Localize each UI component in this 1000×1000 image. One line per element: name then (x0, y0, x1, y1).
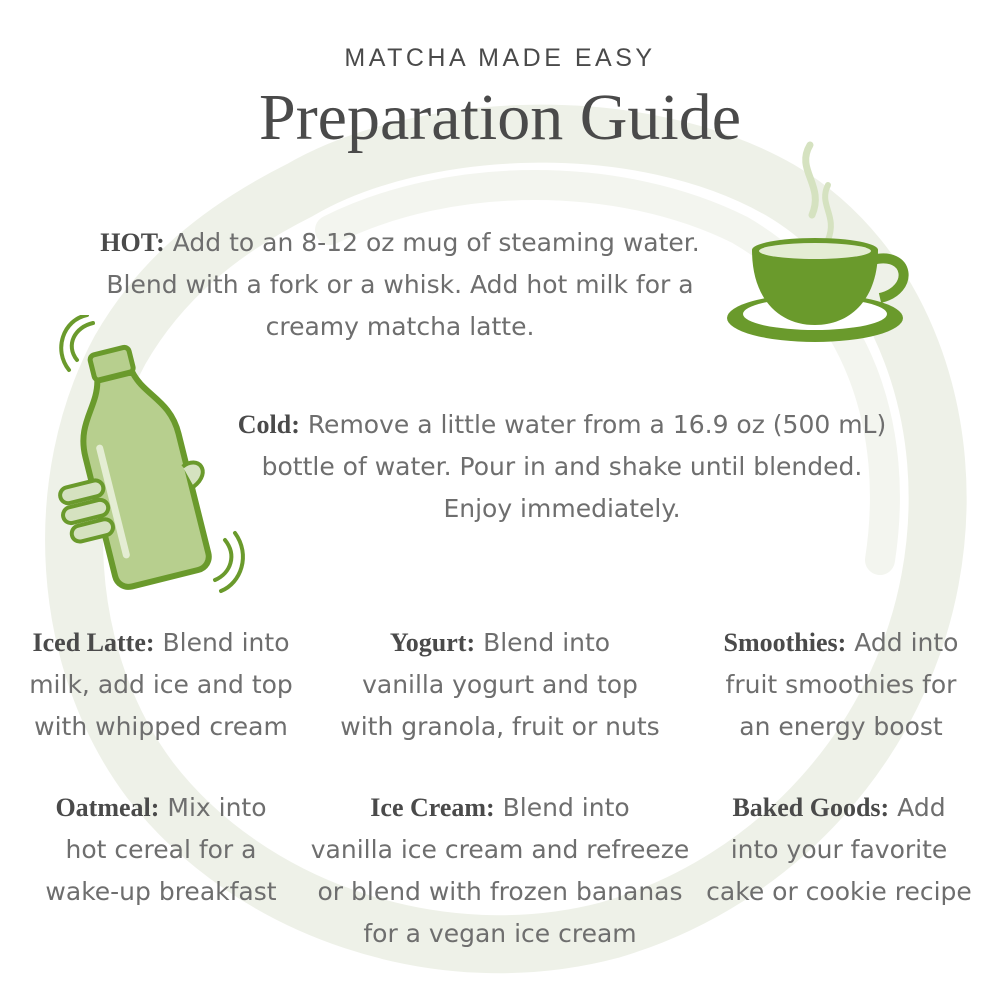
eyebrow-subtitle: MATCHA MADE EASY (344, 44, 656, 72)
cold-label: Cold: (237, 410, 300, 439)
cold-method (222, 404, 902, 530)
use-label: Oatmeal: (55, 793, 160, 822)
hot-line-2: Blend with a fork or a whisk. Add hot milk for a (106, 270, 694, 299)
cold-line-3: Enjoy immediately. (443, 494, 681, 523)
cold-line-1: Cold: Remove a little water from a 16.9 oz (500 mL) (237, 410, 887, 439)
use-label: Baked Goods: (732, 793, 890, 822)
page-title: Preparation Guide (258, 81, 741, 154)
hot-label: HOT: (100, 228, 165, 257)
use-baked-goods: Baked Goods: Add into your favorite cake or cookie recipe (706, 793, 972, 906)
use-yogurt: Yogurt: Blend into vanilla yogurt and top with granola, fruit or nuts (340, 628, 660, 741)
use-iced-latte: Iced Latte: Blend into milk, add ice and top with whipped cream (29, 628, 293, 741)
use-label: Iced Latte: (32, 628, 155, 657)
use-label: Ice Cream: (370, 793, 495, 822)
use-oatmeal: Oatmeal: Mix into hot cereal for a wake-up breakfast (45, 793, 277, 906)
hot-line-1: HOT: Add to an 8-12 oz mug of steaming water. (100, 228, 700, 257)
matcha-cup-icon (720, 140, 920, 360)
use-label: Yogurt: (389, 628, 476, 657)
hot-line-3: creamy matcha latte. (265, 312, 535, 341)
use-label: Smoothies: (723, 628, 847, 657)
cold-line-2: bottle of water. Pour in and shake until blended. (261, 452, 863, 481)
use-ice-cream: Ice Cream: Blend into vanilla ice cream and refreeze or blend with frozen bananas for a vegan ice cream (310, 793, 690, 948)
use-smoothies: Smoothies: Add into fruit smoothies for an energy boost (723, 628, 959, 741)
